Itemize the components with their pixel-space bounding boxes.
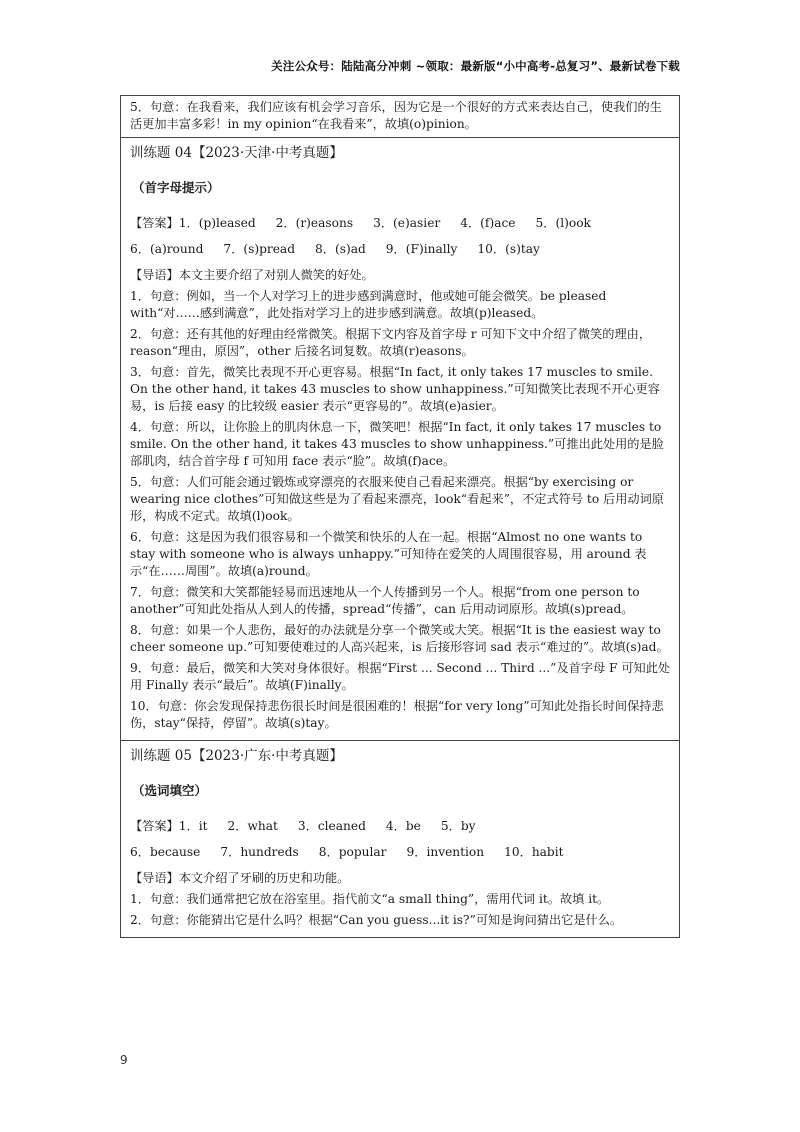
section-04-guide: 【导语】本文主要介绍了对别人微笑的好处。 <box>130 268 374 282</box>
section-05-title: 训练题 05【2023·广东·中考真题】 <box>130 748 343 764</box>
section-05-answers-row-2 <box>130 844 671 861</box>
answer-item: 2．(r)easons <box>275 216 354 230</box>
explanation-item: 4．句意：所以，让你脸上的肌肉休息一下，微笑吧！根据“In fact, it only takes 17 muscles to smile. On the other hand, it takes 43 muscles to show unhappiness.”可推出此处用的是脸部肌肉，结合首字母 f 可知用 face 表示“脸”。故填(f)ace。 <box>130 420 664 468</box>
answer-item: 9．invention <box>406 845 485 859</box>
section-05-cell <box>121 740 679 937</box>
section-04-title: 训练题 04【2023·天津·中考真题】 <box>130 145 343 161</box>
explanation-item: 6．句意：这是因为我们很容易和一个微笑和快乐的人在一起。根据“Almost no one wants to stay with someone who is always unhappy.”可知待在爱笑的人周围很容易，用 around 表示“在……周围”。故填(a)round。 <box>130 530 647 578</box>
answer-item: 4．(f)ace <box>460 216 516 230</box>
answer-item: 7．(s)pread <box>223 242 296 256</box>
explanation-item: 8．句意：如果一个人悲伤，最好的办法就是分享一个微笑或大笑。根据“It is the easiest way to cheer someone up.”可知要使难过的人高兴起来，is 后接形容词 sad 表示“难过的”。故填(s)ad。 <box>130 623 669 654</box>
answer-label: 【答案】 <box>130 819 179 833</box>
explanation-item: 2．句意：还有其他的好理由经常微笑。根据下文内容及首字母 r 可知下文中介绍了微笑的理由，reason“理由，原因”，other 后接名词复数。故填(r)easons。 <box>130 327 652 358</box>
explanation-item: 2．句意：你能猜出它是什么吗？根据“Can you guess...it is?”可知是询问猜出它是什么。 <box>130 913 623 927</box>
section-05-answers-row-1 <box>130 818 671 835</box>
answer-item: 1．(p)leased <box>178 216 256 230</box>
answer-sheet <box>120 95 680 938</box>
answer-item: 6．(a)round <box>130 242 204 256</box>
section-04-subtitle: （首字母提示） <box>132 180 220 195</box>
answer-item: 9．(F)inally <box>385 242 458 256</box>
answer-item: 8．(s)ad <box>315 242 366 256</box>
explanation-item: 3．句意：首先，微笑比表现不开心更容易。根据“In fact, it only takes 17 muscles to smile. On the other hand, it takes 43 muscles to show unhappiness.”可知微笑比表现不开心更容易，is 后接 easy 的比较级 easier 表示“更容易的”。故填(e)asier。 <box>130 365 660 413</box>
section-04-cell <box>121 137 679 740</box>
explanation-item: 1．句意：我们通常把它放在浴室里。指代前文“a small thing”，需用代词 it。故填 it。 <box>130 892 610 906</box>
section-05-guide: 【导语】本文介绍了牙刷的历史和功能。 <box>130 871 350 885</box>
previous-item-text: 5．句意：在我看来，我们应该有机会学习音乐，因为它是一个很好的方式来表达自己，使我们的生活更加丰富多彩！in my opinion“在我看来”，故填(o)pinion。 <box>130 100 662 131</box>
section-04-answers-row-1 <box>130 215 671 232</box>
explanation-item: 5．句意：人们可能会通过锻炼或穿漂亮的衣服来使自己看起来漂亮。根据“by exercising or wearing nice clothes”可知做这些是为了看起来漂亮，look“看起来”，不定式符号 to 后用动词原形，构成不定式。故填(l)ook。 <box>130 475 664 523</box>
section-04-answers-row-2 <box>130 241 671 258</box>
answer-item: 6．because <box>130 845 201 859</box>
previous-item-cell <box>121 96 679 137</box>
explanation-item: 1．句意：例如，当一个人对学习上的进步感到满意时，他或她可能会微笑。be pleased with“对……感到满意”，此处指对学习上的进步感到满意。故填(p)leased。 <box>130 289 607 320</box>
section-05-subtitle: （选词填空） <box>132 783 208 798</box>
explanation-item: 7．句意：微笑和大笑都能轻易而迅速地从一个人传播到另一个人。根据“from one person to another”可知此处指从人到人的传播，spread“传播”，can 后用动词原形。故填(s)pread。 <box>130 585 640 616</box>
answer-item: 3．(e)asier <box>373 216 441 230</box>
answer-item: 10．(s)tay <box>477 242 540 256</box>
page-header: 关注公众号：陆陆高分冲刺 ~领取：最新版“小中高考-总复习”、最新试卷下载 <box>271 59 680 73</box>
answer-item: 2．what <box>227 819 278 833</box>
answer-item: 1．it <box>178 819 208 833</box>
answer-item: 7．hundreds <box>220 845 299 859</box>
answer-item: 5．(l)ook <box>535 216 591 230</box>
answer-item: 8．popular <box>318 845 387 859</box>
answer-item: 10．habit <box>504 845 564 859</box>
answer-item: 3．cleaned <box>297 819 366 833</box>
explanation-item: 9．句意：最后，微笑和大笑对身体很好。根据“First ... Second ... Third ...”及首字母 F 可知此处用 Finally 表示“最后”。故填(F)inally。 <box>130 661 671 692</box>
answer-item: 5．by <box>440 819 476 833</box>
explanation-item: 10．句意：你会发现保持悲伤很长时间是很困难的！根据“for very long”可知此处指长时间保持悲伤，stay“保持，停留”。故填(s)tay。 <box>130 699 664 730</box>
answer-item: 4．be <box>385 819 421 833</box>
answer-label: 【答案】 <box>130 216 179 230</box>
page-number: 9 <box>120 1053 128 1067</box>
